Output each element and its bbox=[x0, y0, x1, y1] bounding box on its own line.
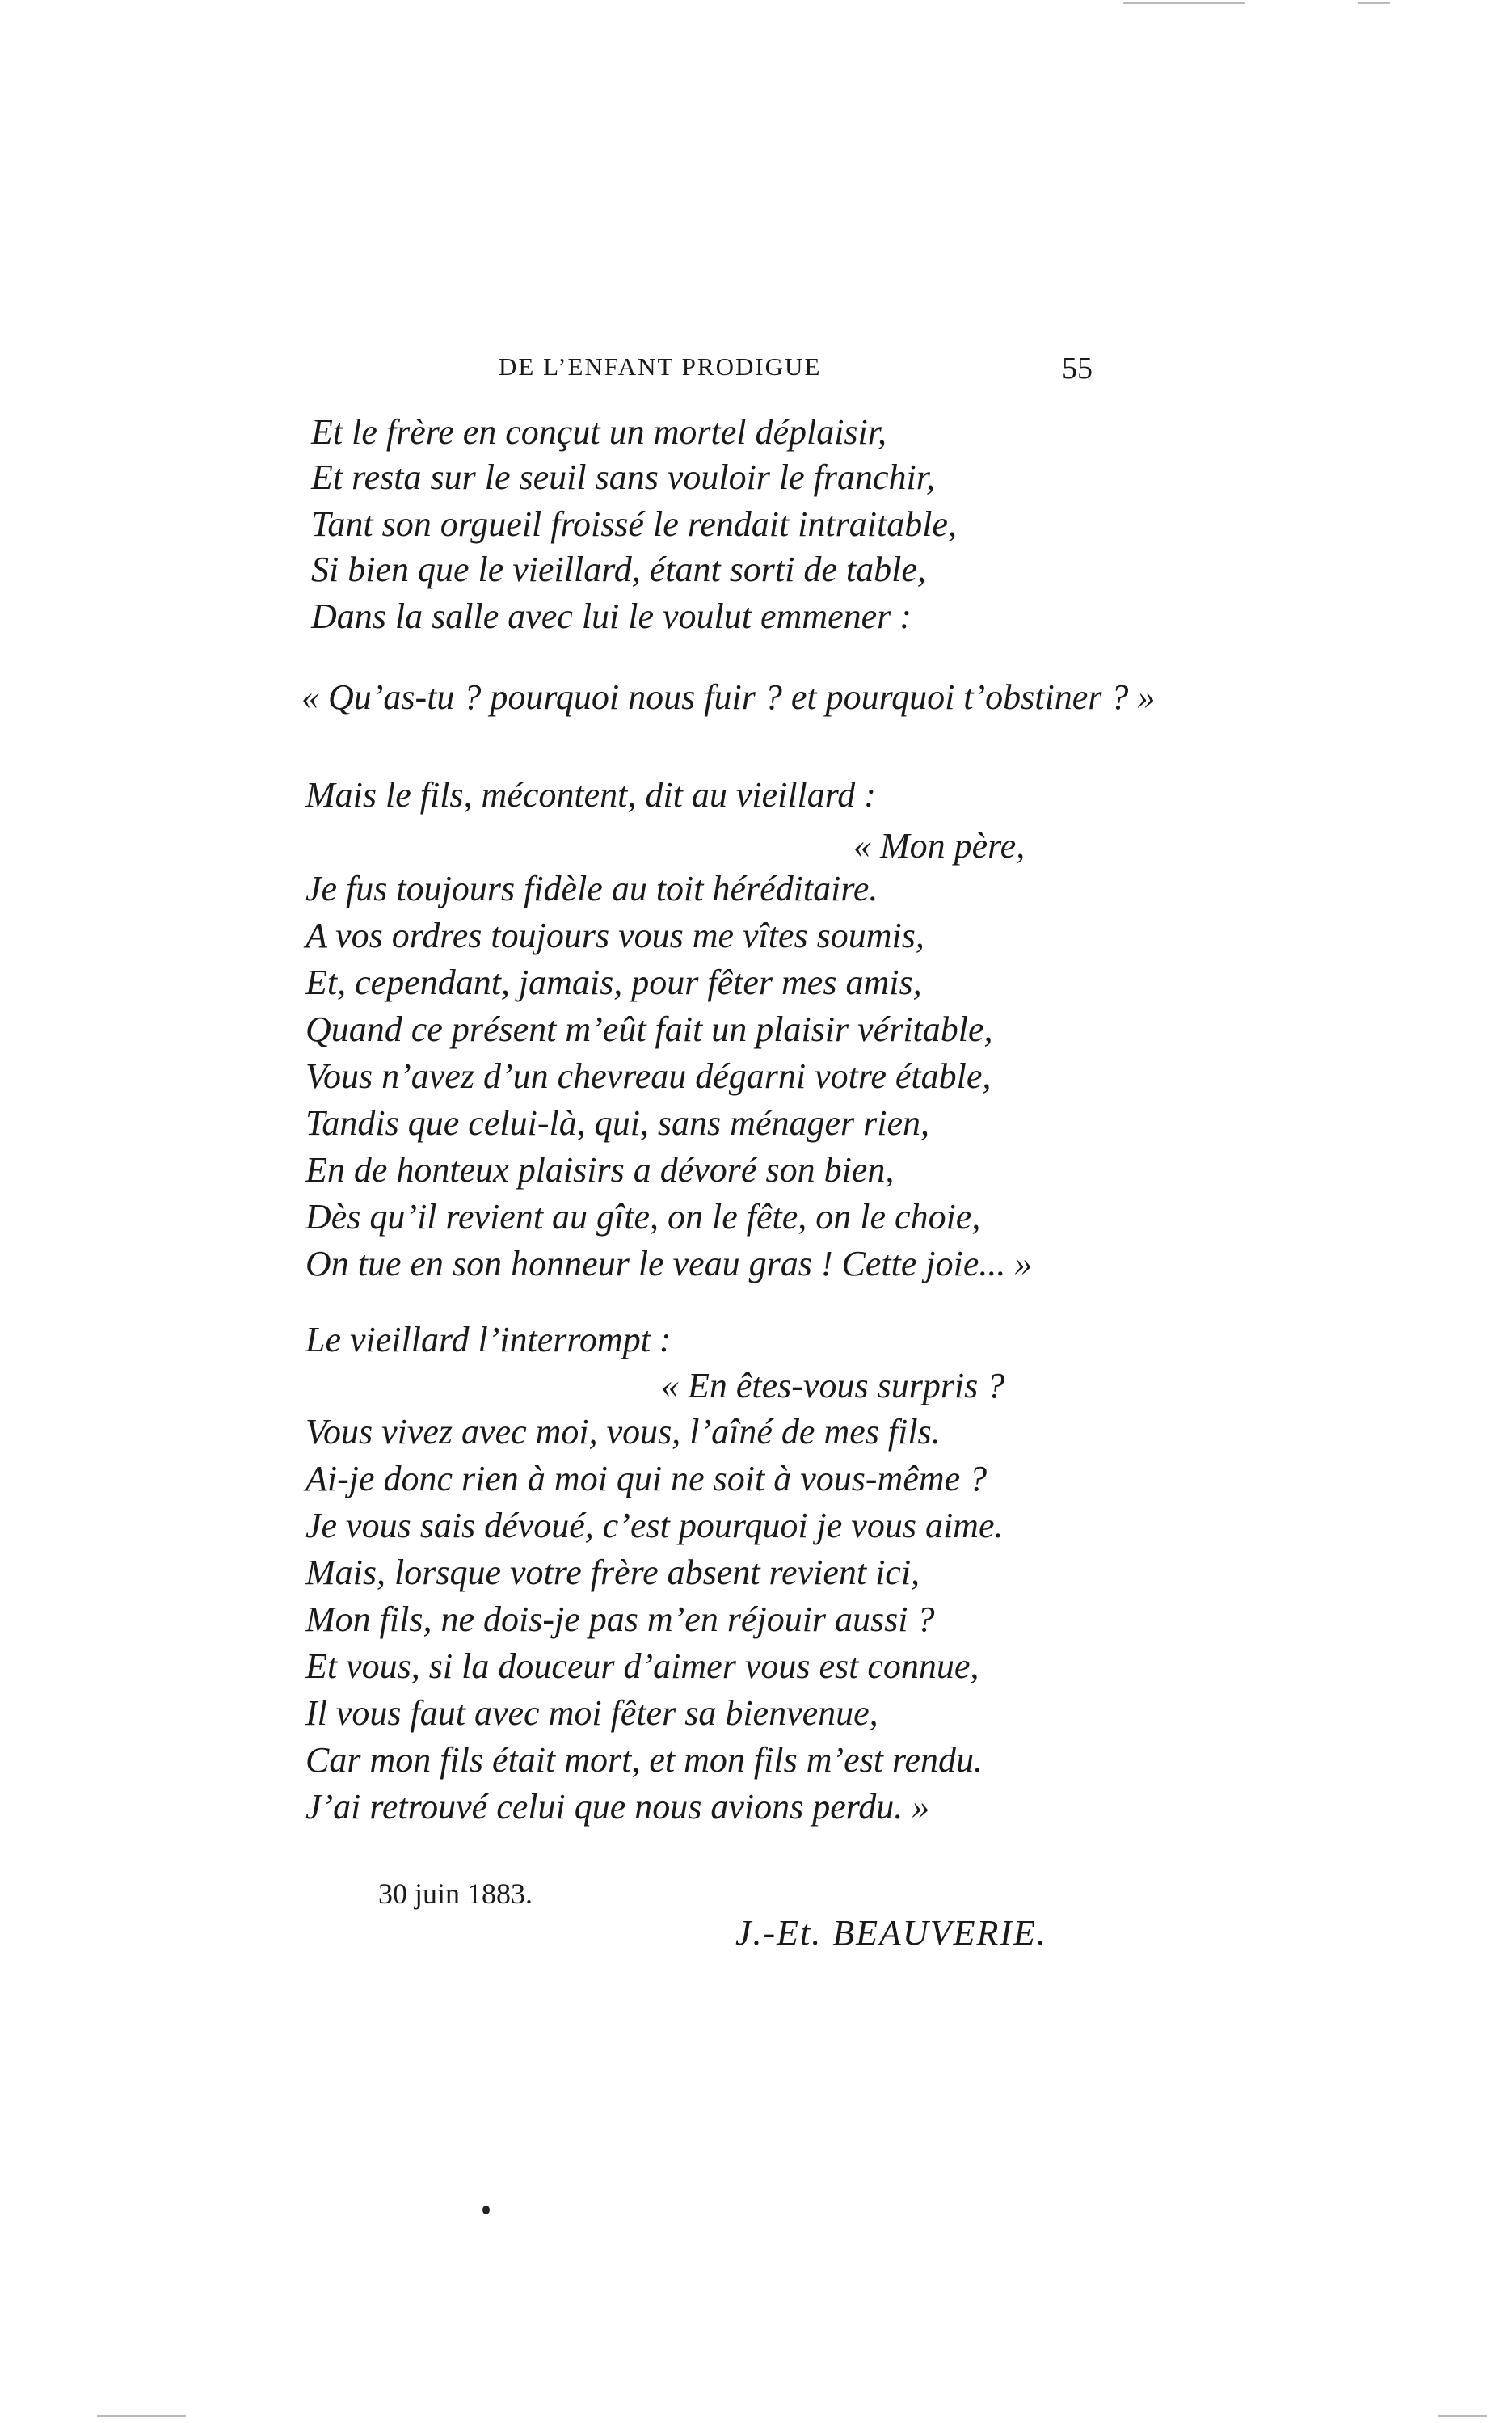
poem-line: « Qu’as-tu ? pourquoi nous fuir ? et pourquoi t’obstiner ? » bbox=[301, 677, 1156, 717]
poem-line: Vous n’avez d’un chevreau dégarni votre étable, bbox=[305, 1056, 992, 1096]
poem-line: Dès qu’il revient au gîte, on le fête, on le choie, bbox=[305, 1197, 981, 1237]
running-title: DE L’ENFANT PRODIGUE bbox=[499, 352, 822, 381]
poem-line: En de honteux plaisirs a dévoré son bien, bbox=[305, 1150, 895, 1190]
signature: J.-Et. BEAUVERIE. bbox=[735, 1913, 1047, 1953]
page-number: 55 bbox=[1062, 352, 1093, 386]
scan-edge-rule bbox=[1358, 2, 1390, 4]
poem-line: Vous vivez avec moi, vous, l’aîné de mes fils. bbox=[305, 1412, 941, 1452]
poem-line: Le vieillard l’interrompt : bbox=[305, 1320, 672, 1359]
poem-line: On tue en son honneur le veau gras ! Cette joie... » bbox=[305, 1244, 1033, 1283]
poem-line: Et, cependant, jamais, pour fêter mes amis, bbox=[305, 963, 922, 1002]
poem-line: Je vous sais dévoué, c’est pourquoi je vous aime. bbox=[305, 1506, 1004, 1545]
poem-line: Mais le fils, mécontent, dit au vieillard : bbox=[305, 775, 876, 815]
scan-edge-rule bbox=[1123, 2, 1245, 4]
poem-line: Tandis que celui-là, qui, sans ménager rien, bbox=[305, 1103, 929, 1143]
scan-edge-rule bbox=[97, 2415, 186, 2417]
poem-line: Et le frère en conçut un mortel déplaisir, bbox=[311, 412, 887, 452]
poem-line: Ai-je donc rien à moi qui ne soit à vous-même ? bbox=[305, 1459, 988, 1498]
poem-line: Mais, lorsque votre frère absent revient ici, bbox=[305, 1553, 920, 1592]
poem-line: Et resta sur le seuil sans vouloir le franchir, bbox=[311, 457, 936, 497]
poem-line: Je fus toujours fidèle au toit héréditaire. bbox=[305, 869, 878, 908]
poem-line: « En êtes-vous surpris ? bbox=[661, 1366, 1005, 1405]
poem-line: J’ai retrouvé celui que nous avions perdu. » bbox=[305, 1787, 930, 1827]
poem-line: Et vous, si la douceur d’aimer vous est connue, bbox=[305, 1646, 979, 1686]
poem-line: « Mon père, bbox=[853, 826, 1026, 866]
poem-line: Mon fils, ne dois-je pas m’en réjouir aussi ? bbox=[305, 1599, 935, 1639]
ink-dot bbox=[482, 2206, 490, 2214]
poem-line: Car mon fils était mort, et mon fils m’est rendu. bbox=[305, 1740, 983, 1780]
scan-edge-rule bbox=[1438, 2415, 1487, 2417]
date: 30 juin 1883. bbox=[378, 1877, 533, 1910]
poem-line: Si bien que le vieillard, étant sorti de table, bbox=[311, 550, 926, 589]
poem-line: Il vous faut avec moi fêter sa bienvenue, bbox=[305, 1693, 878, 1733]
poem-line: Dans la salle avec lui le voulut emmener : bbox=[311, 596, 912, 636]
poem-line: Quand ce présent m’eût fait un plaisir véritable, bbox=[305, 1009, 993, 1049]
poem-line: A vos ordres toujours vous me vîtes soumis, bbox=[305, 916, 924, 955]
poem-line: Tant son orgueil froissé le rendait intraitable, bbox=[311, 504, 957, 544]
